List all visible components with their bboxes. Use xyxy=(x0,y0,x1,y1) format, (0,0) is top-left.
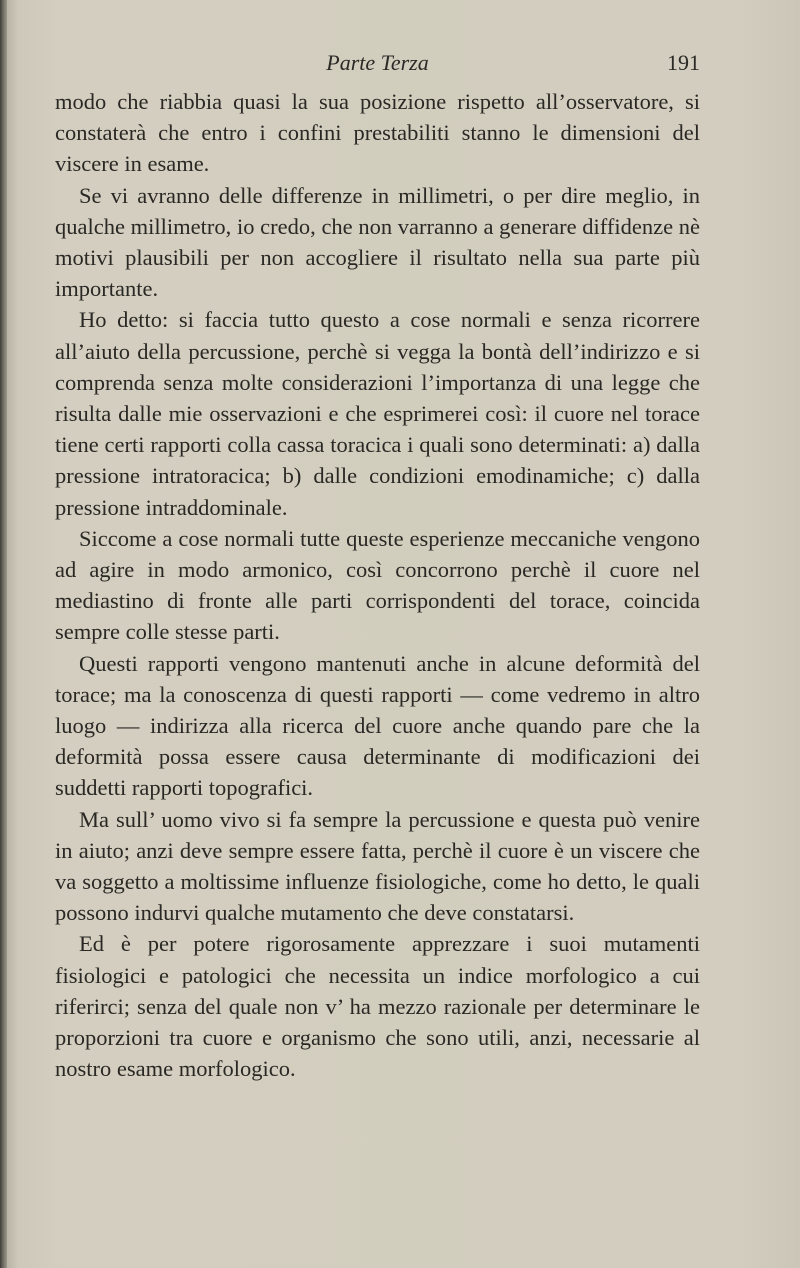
paragraph-2: Se vi avranno delle differenze in millimetri, o per dire meglio, in qualche millimetro, io credo, che non varranno a generare diffidenze nè motivi plausibili per non accogliere il risultato nella sua parte più importante. xyxy=(55,182,700,302)
paragraph-5: Questi rapporti vengono mantenuti anche in alcune deformità del torace; ma la conoscenza di questi rapporti — come vedremo in altro luogo — indirizza alla ricerca del cuore anche quando pare che la deformità possa essere causa determinante di modificazioni dei suddetti rapporti topografici. xyxy=(55,650,700,801)
running-title: Parte Terza xyxy=(326,50,429,75)
paragraph-1: modo che riabbia quasi la sua posizione rispetto all’osservatore, si constaterà che entro i confini prestabiliti stanno le dimensioni del viscere in esame. xyxy=(55,89,700,177)
page-binding-edge xyxy=(0,0,7,1268)
paragraph-6: Ma sull’ uomo vivo si fa sempre la percussione e questa può venire in aiuto; anzi deve sempre essere fatta, perchè il cuore è un viscere che va soggetto a moltissime influenze fisiologiche, come ho detto, le quali possono indurvi qualche mutamento che deve constatarsi. xyxy=(55,806,700,926)
running-header xyxy=(55,50,700,80)
body-text xyxy=(55,86,700,1085)
page-number: 191 xyxy=(667,50,700,75)
paragraph-3: Ho detto: si faccia tutto questo a cose normali e senza ricorrere all’aiuto della percussione, perchè si vegga la bontà dell’indirizzo e si comprenda senza molte considerazioni l’importanza di una legge che risulta dalle mie osservazioni e che esprimerei così: il cuore nel torace tiene certi rapporti colla cassa toracica i quali sono determinati: a) dalla pressione intratoracica; b) dalle condizioni emodinamiche; c) dalla pressione intraddominale. xyxy=(55,307,700,520)
paragraph-7: Ed è per potere rigorosamente apprezzare i suoi mutamenti fisiologici e patologici che necessita un indice morfologico a cui riferirci; senza del quale non v’ ha mezzo razionale per determinare le proporzioni tra cuore e organismo che sono utili, anzi, necessarie al nostro esame morfologico. xyxy=(55,931,700,1082)
paragraph-4: Siccome a cose normali tutte queste esperienze meccaniche vengono ad agire in modo armonico, così concorrono perchè il cuore nel mediastino di fronte alle parti corrispondenti del torace, coincida sempre colle stesse parti. xyxy=(55,525,700,645)
